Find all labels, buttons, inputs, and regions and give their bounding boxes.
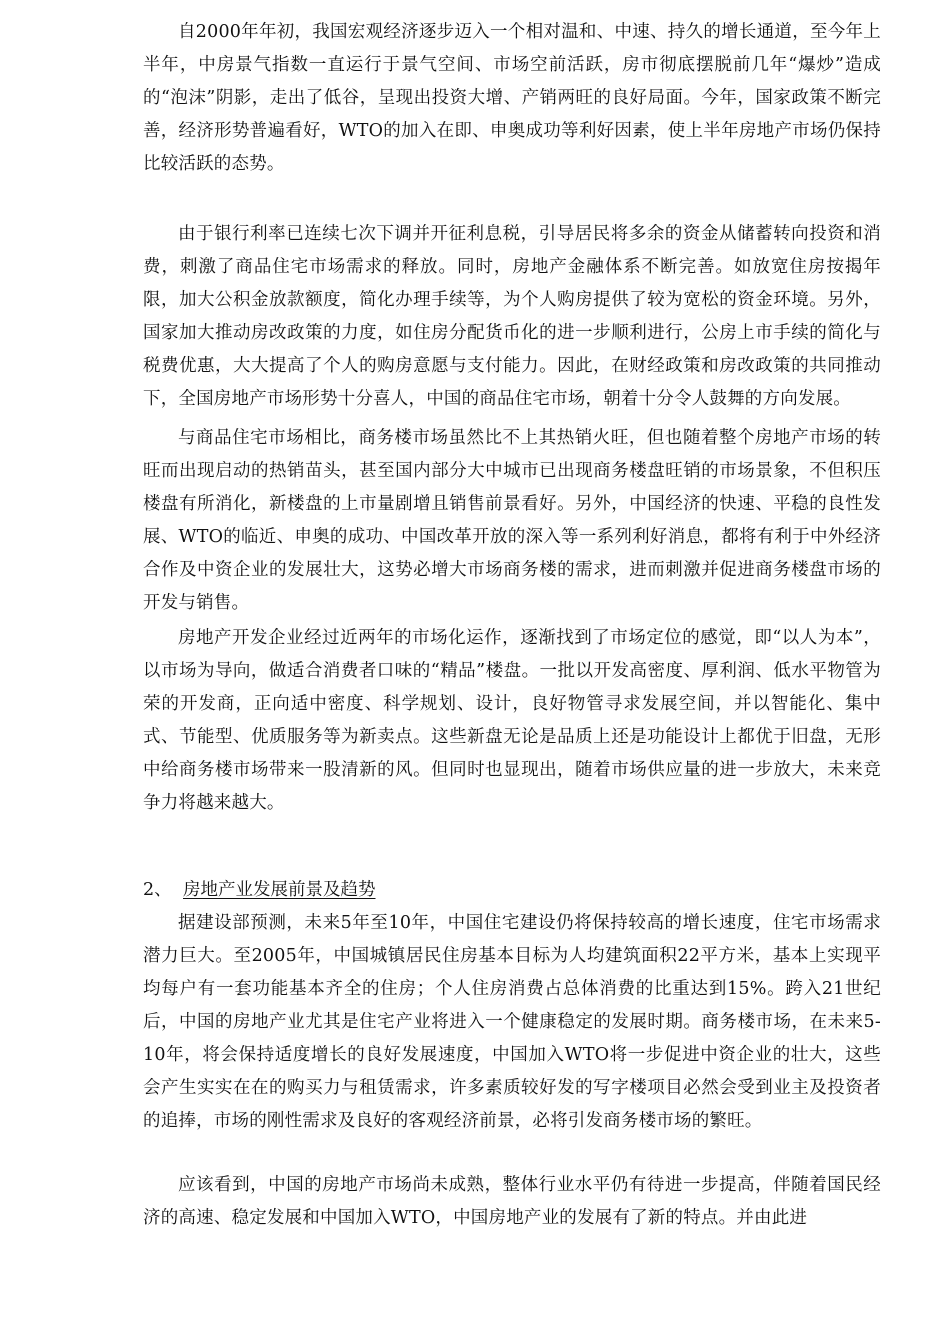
section-number: 2、	[143, 880, 172, 900]
section-heading	[143, 874, 376, 907]
paragraph-forecast: 据建设部预测，未来5年至10年，中国住宅建设仍将保持较高的增长速度，住宅市场需求潜力巨大。至2005年，中国城镇居民住房基本目标为人均建筑面积22平方米，基本上实现平均每户有一套功能基本齐全的住房；个人住房消费占总体消费的比重达到15%。跨入21世纪后，中国的房地产业尤其是住宅产业将进入一个健康稳定的发展时期。商务楼市场，在未来5-10年，将会保持适度增长的良好发展速度，中国加入WTO将一步促进中资企业的壮大，这些会产生实实在在的购买力与租赁需求，许多素质较好发的写字楼项目必然会受到业主及投资者的追捧，市场的刚性需求及良好的客观经济前景，必将引发商务楼市场的繁旺。	[143, 913, 881, 1131]
paragraph-immature-market: 应该看到，中国的房地产市场尚未成熟，整体行业水平仍有待进一步提高，伴随着国民经济的高速、稳定发展和中国加入WTO，中国房地产业的发展有了新的特点。并由此进	[143, 1175, 881, 1228]
paragraph-interest-rates: 由于银行利率已连续七次下调并开征利息税，引导居民将多余的资金从储蓄转向投资和消费，刺激了商品住宅市场需求的释放。同时，房地产金融体系不断完善。如放宽住房按揭年限，加大公积金放款额度，简化办理手续等，为个人购房提供了较为宽松的资金环境。另外，国家加大推动房改政策的力度，如住房分配货币化的进一步顺利进行，公房上市手续的简化与税费优惠，大大提高了个人的购房意愿与支付能力。因此，在财经政策和房改政策的共同推动下，全国房地产市场形势十分喜人，中国的商品住宅市场，朝着十分令人鼓舞的方向发展。	[143, 224, 881, 409]
paragraph-office-market: 与商品住宅市场相比，商务楼市场虽然比不上其热销火旺，但也随着整个房地产市场的转旺而出现启动的热销苗头，甚至国内部分大中城市已出现商务楼盘旺销的市场景象，不但积压楼盘有所消化，新楼盘的上市量剧增且销售前景看好。另外，中国经济的快速、平稳的良性发展、WTO的临近、申奥的成功、中国改革开放的深入等一系列利好消息，都将有利于中外经济合作及中资企业的发展壮大，这势必增大市场商务楼的需求，进而刺激并促进商务楼盘市场的开发与销售。	[143, 428, 881, 613]
paragraph-macro-economy: 自2000年年初，我国宏观经济逐步迈入一个相对温和、中速、持久的增长通道，至今年上半年，中房景气指数一直运行于景气空间、市场空前活跃，房市彻底摆脱前几年“爆炒”造成的“泡沫”阴影，走出了低谷，呈现出投资大增、产销两旺的良好局面。今年，国家政策不断完善，经济形势普遍看好，WTO的加入在即、申奥成功等利好因素，使上半年房地产市场仍保持比较活跃的态势。	[143, 22, 881, 174]
paragraph-developers: 房地产开发企业经过近两年的市场化运作，逐渐找到了市场定位的感觉，即“以人为本”，以市场为导向，做适合消费者口味的“精品”楼盘。一批以开发高密度、厚利润、低水平物管为荣的开发商，正向适中密度、科学规划、设计，良好物管寻求发展空间，并以智能化、集中式、节能型、优质服务等为新卖点。这些新盘无论是品质上还是功能设计上都优于旧盘，无形中给商务楼市场带来一股清新的风。但同时也显现出，随着市场供应量的进一步放大，未来竞争力将越来越大。	[143, 628, 881, 813]
section-title: 房地产业发展前景及趋势	[183, 880, 376, 900]
